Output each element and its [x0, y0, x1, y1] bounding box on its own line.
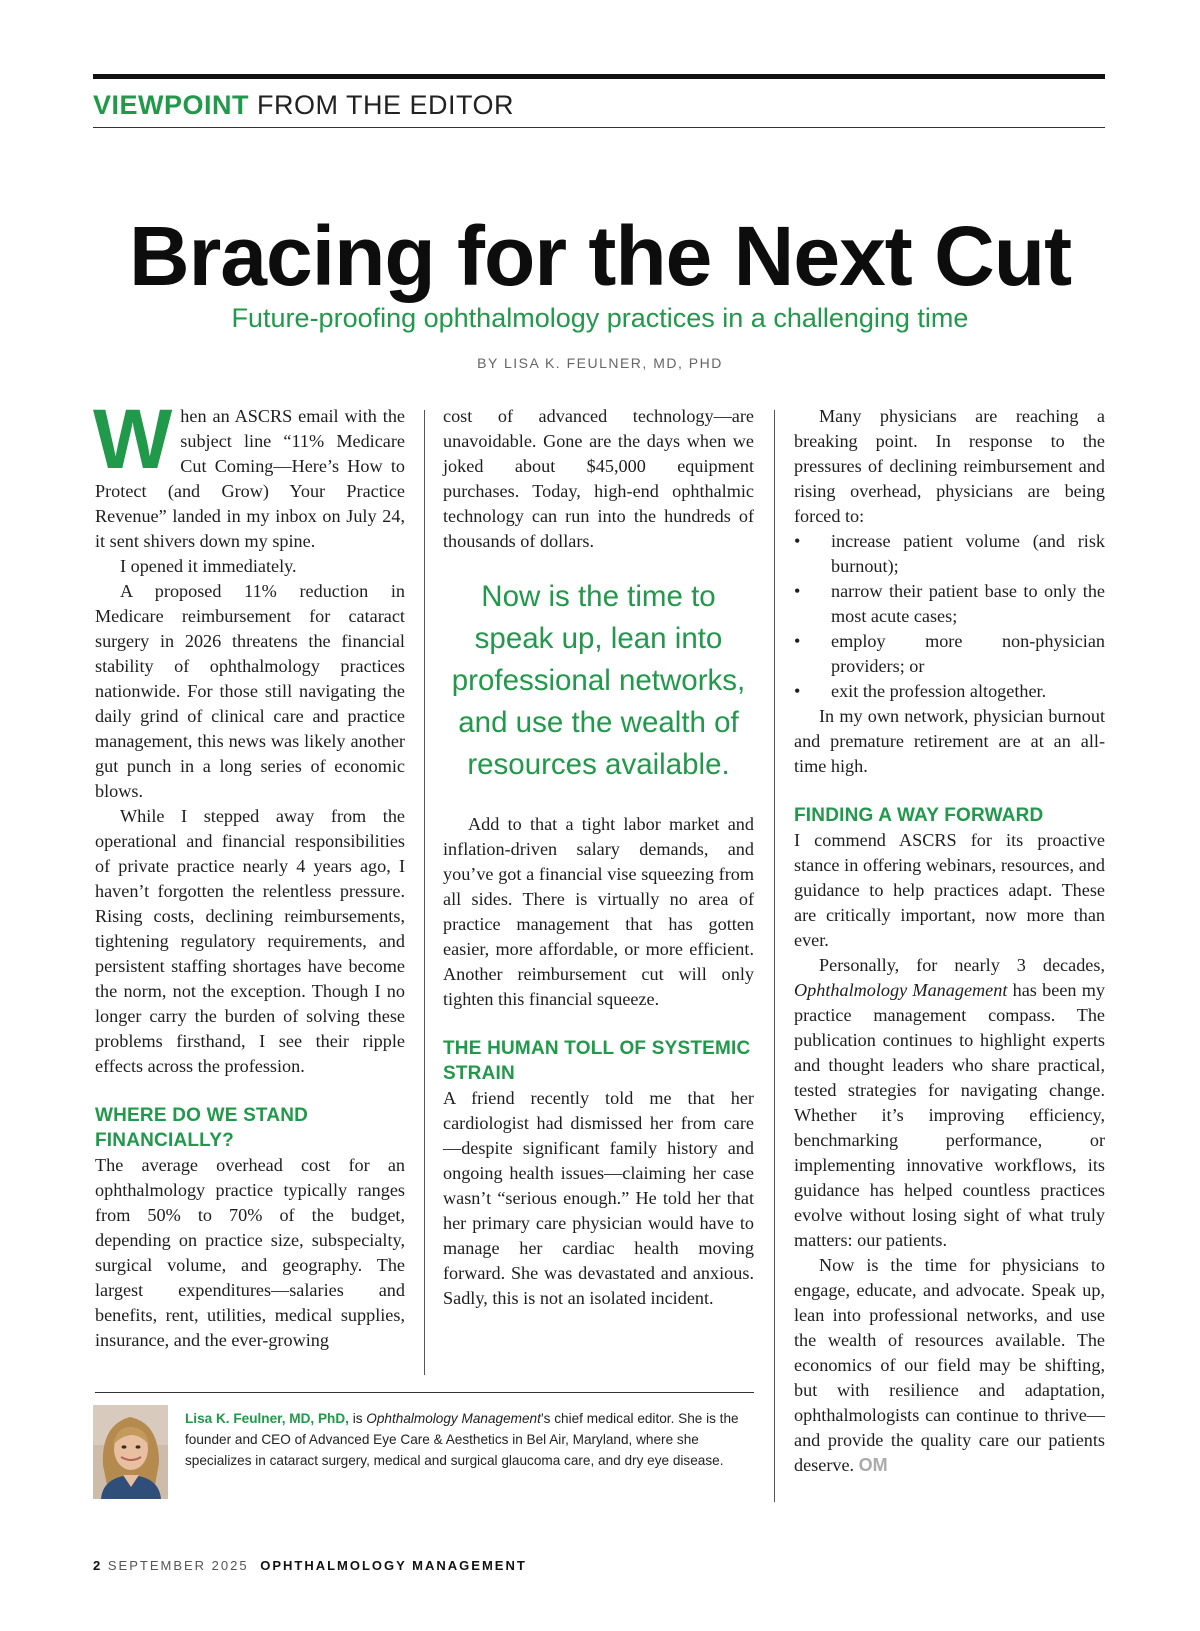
- paragraph-11: I commend ASCRS for its proactive stance in offering webinars, resources, and guidance to help practices adapt. These are critically important, now more than ever.: [794, 830, 1105, 950]
- issue-date: SEPTEMBER 2025: [107, 1558, 249, 1573]
- article-subtitle: Future-proofing ophthalmology practices in a challenging time: [231, 303, 969, 333]
- paragraph-1-text: hen an ASCRS email with the subject line “11% Medicare Cut Coming—Here’s How to Protect (and Grow) Your Practice Revenue” landed in my inbox on July 24, it sent shivers down my spine.: [95, 406, 405, 551]
- magazine-name: OPHTHALMOLOGY MANAGEMENT: [260, 1558, 527, 1573]
- paragraph-2: I opened it immediately.: [120, 556, 297, 576]
- paragraph-12-text-b: has been my practice management compass. The publication continues to highlight experts and thought leaders who share practical, tested strategies for navigating change. Whether it’s improving efficiency, benchmarking performance, or implementing innovative workflows, its guidance has helped countless practices evolve without losing sight of what truly matters: our patients.: [794, 980, 1105, 1250]
- pull-quote: Now is the time to speak up, lean into professional networks, and use the wealth of resources available.: [451, 580, 746, 781]
- list-item: [794, 679, 1105, 704]
- bio-text-b: ’s chief medical editor. She is the founder and CEO of Advanced Eye Care & Aesthetics in Bel Air, Maryland, where she specializes in cataract surgery, medical and surgical glaucoma care, and dry eye disease.: [185, 1411, 739, 1468]
- list-item-text: increase patient volume (and risk burnout);: [831, 531, 1105, 576]
- paragraph-10: In my own network, physician burnout and premature retirement are at an all-time high.: [794, 706, 1105, 776]
- end-mark: OM: [858, 1455, 888, 1475]
- list-item: [794, 629, 1105, 679]
- column-1: [93, 392, 405, 1353]
- bullet-icon: •: [794, 631, 801, 651]
- paragraph-7: Add to that a tight labor market and inflation-driven salary demands, and you’ve got a financial vise squeezing from all sides. There is virtually no area of practice management that has gotten easier, more affordable, or more efficient. Another reimbursement cut will only tighten this financial squeeze.: [443, 814, 754, 1009]
- column-divider-1: [424, 410, 425, 1375]
- paragraph-3: A proposed 11% reduction in Medicare reimbursement for cataract surgery in 2026 threatens the financial stability of ophthalmology practices nationwide. For those still navigating the daily grind of clinical care and practice management, this news was likely another gut punch in a long series of economic blows.: [95, 581, 405, 801]
- list-item-text: exit the profession altogether.: [831, 681, 1047, 701]
- section-label-editor: FROM THE EDITOR: [249, 90, 515, 120]
- paragraph-8: A friend recently told me that her cardiologist had dismissed her from care—despite significant family history and ongoing health issues—claiming her case wasn’t “serious enough.” He told her that her primary care physician would have to manage her cardiac health moving forward. She was devastated and anxious. Sadly, this is not an isolated incident.: [443, 1088, 754, 1308]
- subhead-financially: WHERE DO WE STAND FINANCIALLY?: [95, 1105, 309, 1151]
- paragraph-1: [93, 392, 405, 554]
- publication-name: Ophthalmology Management: [794, 980, 1008, 1000]
- list-item: [794, 529, 1105, 579]
- paragraph-6: cost of advanced technology—are unavoidable. Gone are the days when we joked about $45,000 equipment purchases. Today, high-end ophthalmic technology can run into the hundreds of thousands of dollars.: [443, 406, 754, 551]
- bio-publication-name: Ophthalmology Management: [366, 1411, 541, 1426]
- list-item-text: employ more non-physician providers; or: [831, 631, 1105, 676]
- bullet-icon: •: [794, 531, 801, 551]
- list-item-text: narrow their patient base to only the most acute cases;: [831, 581, 1105, 626]
- section-header: [93, 90, 514, 121]
- list-item: [794, 579, 1105, 629]
- subhead-human-toll: THE HUMAN TOLL OF SYSTEMIC STRAIN: [443, 1038, 751, 1084]
- page-footer: [93, 1558, 527, 1573]
- column-3: [794, 404, 1105, 1478]
- author-portrait-icon: [93, 1405, 168, 1499]
- article-byline: BY LISA K. FEULNER, MD, PHD: [477, 355, 723, 371]
- section-rule: [93, 127, 1105, 128]
- top-rule: [93, 74, 1105, 79]
- bio-rule: [95, 1392, 754, 1393]
- paragraph-13-text: Now is the time for physicians to engage, educate, and advocate. Speak up, lean into professional networks, and use the wealth of resources available. The economics of our field may be shifting, but with resilience and adaptation, ophthalmologists can continue to thrive—and provide the quality care our patients deserve.: [794, 1255, 1105, 1475]
- subhead-way-forward: FINDING A WAY FORWARD: [794, 805, 1044, 826]
- bio-author-name: Lisa K. Feulner, MD, PhD,: [185, 1411, 349, 1426]
- bio-text-a: is: [348, 1411, 367, 1426]
- paragraph-5: The average overhead cost for an ophthalmology practice typically ranges from 50% to 70% of the budget, depending on practice size, subspecialty, surgical volume, and geography. The largest expenditures—salaries and benefits, rent, utilities, medical supplies, insurance, and the ever-growing: [95, 1155, 405, 1350]
- author-bio: [185, 1408, 755, 1471]
- paragraph-12: [794, 953, 1105, 1253]
- author-photo: [93, 1405, 168, 1499]
- column-divider-2: [774, 410, 775, 1502]
- drop-cap: W: [93, 392, 173, 486]
- bullet-icon: •: [794, 581, 801, 601]
- paragraph-12-text-a: Personally, for nearly 3 decades,: [819, 955, 1105, 975]
- bullet-list: [794, 529, 1105, 704]
- paragraph-13: [794, 1253, 1105, 1478]
- page-number: 2: [93, 1558, 103, 1573]
- bullet-icon: •: [794, 681, 801, 701]
- column-2: [443, 404, 754, 1311]
- article-title: Bracing for the Next Cut: [128, 209, 1072, 303]
- section-label-viewpoint: VIEWPOINT: [93, 90, 250, 120]
- paragraph-4: While I stepped away from the operational and financial responsibilities of private practice nearly 4 years ago, I haven’t forgotten the relentless pressure. Rising costs, declining reimbursements, tightening regulatory requirements, and persistent staffing shortages have become the norm, not the exception. Though I no longer carry the burden of solving these problems firsthand, I see their ripple effects across the profession.: [95, 806, 405, 1076]
- paragraph-9: Many physicians are reaching a breaking point. In response to the pressures of declining reimbursement and rising overhead, physicians are being forced to:: [794, 406, 1105, 526]
